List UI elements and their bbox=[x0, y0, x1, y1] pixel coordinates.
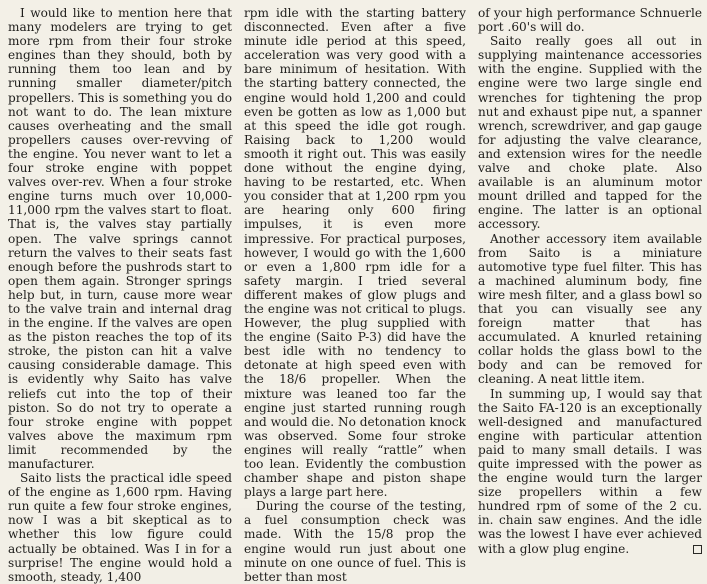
paragraph-accessories: Saito really goes all out in supplying maintenance accessories with the engine. Supplied with the engine were two large single end wrenches for tightening the prop nut and exhaust pipe nut, a spanner wrench, screwdriver, and gap gauge for adjusting the valve clearance, and extension wires for the needle valve and choke plate. Also available is an aluminum motor mount drilled and tapped for the engine. The latter is an optional accessory. bbox=[478, 34, 702, 232]
end-of-article-square-icon bbox=[693, 545, 702, 554]
article-column-2 bbox=[244, 6, 466, 584]
paragraph-over-revving: I would like to mention here that many modelers are trying to get more rpm from their four stroke engines than they should, both by running them too lean and by running smaller diameter/pitch propellers. This is something you do not want to do. The lean mixture causes overheating and the small propellers causes over-revving of the engine. You never want to let a four stroke engine with poppet valves over-rev. When a four stroke engine turns much over 10,000-11,000 rpm the valves start to float. That is, the valves stay partially open. The valve springs cannot return the valves to their seats fast enough before the pushrods start to open them again. Stronger springs help but, in turn, cause more wear to the valve train and internal drag in the engine. If the valves are open as the piston reaches the top of its stroke, the piston can hit a valve causing considerable damage. This is evidently why Saito has valve reliefs cut into the top of their piston. So do not try to operate a four stroke engine with poppet valves above the maximum rpm limit recommended by the manufacturer. bbox=[8, 6, 232, 471]
paragraph-fuel-continued: of your high performance Schnuerle port .60's will do. bbox=[478, 6, 702, 35]
end-of-article-mark-wrap bbox=[675, 542, 702, 556]
paragraph-fuel-filter: Another accessory item available from Saito is a miniature automotive type fuel filter. This has a machined aluminum body, fine wire mesh filter, and a glass bowl so that you can visually see any foreign matter that has accumulated. A knurled retaining collar holds the glass bowl to the body and can be removed for cleaning. A neat little item. bbox=[478, 231, 702, 387]
article-column-3 bbox=[478, 6, 702, 556]
article-column-1 bbox=[8, 6, 232, 584]
paragraph-summary bbox=[478, 387, 702, 556]
summary-text: In summing up, I would say that the Saito FA-120 is an exceptionally well-designed and manufactured engine with particular attention paid to many small details. I was quite impressed with the power as the engine would turn the larger size propellers within a few hundred rpm of some of the 2 cu. in. chain saw engines. And the idle was the lowest I have ever achieved with a glow plug engine. bbox=[478, 386, 702, 556]
paragraph-idle-speed: Saito lists the practical idle speed of the engine as 1,600 rpm. Having run quite a few four stroke engines, now I was a bit skeptical as to whether this low figure could actually be obtained. Was I in for a surprise! The engine would hold a smooth, steady, 1,400 bbox=[8, 471, 232, 584]
paragraph-idle-continued: rpm idle with the starting battery disconnected. Even after a five minute idle period at this speed, acceleration was very good with a bare minimum of hesitation. With the starting battery connected, the engine would hold 1,200 and could even be gotten as low as 1,000 but at this speed the idle got rough. Raising back to 1,200 would smooth it right out. This was easily done without the engine dying, having to be restarted, etc. When you consider that at 1,200 rpm you are hearing only 600 firing impulses, it is even more impressive. For practical purposes, however, I would go with the 1,600 or even a 1,800 rpm idle for a safety margin. I tried several different makes of glow plugs and the engine was not critical to plugs. However, the plug supplied with the engine (Saito P-3) did have the best idle with no tendency to detonate at high speed even with the 18/6 propeller. When the mixture was leaned too far the engine just started running rough and would die. No detonation knock was observed. Some four stroke engines will really “rattle” when too lean. Evidently the combustion chamber shape and piston shape plays a large part here. bbox=[244, 6, 466, 500]
paragraph-fuel-consumption: During the course of the testing, a fuel consumption check was made. With the 15/8 prop the engine would run just about one minute on one ounce of fuel. This is better than most bbox=[244, 499, 466, 584]
